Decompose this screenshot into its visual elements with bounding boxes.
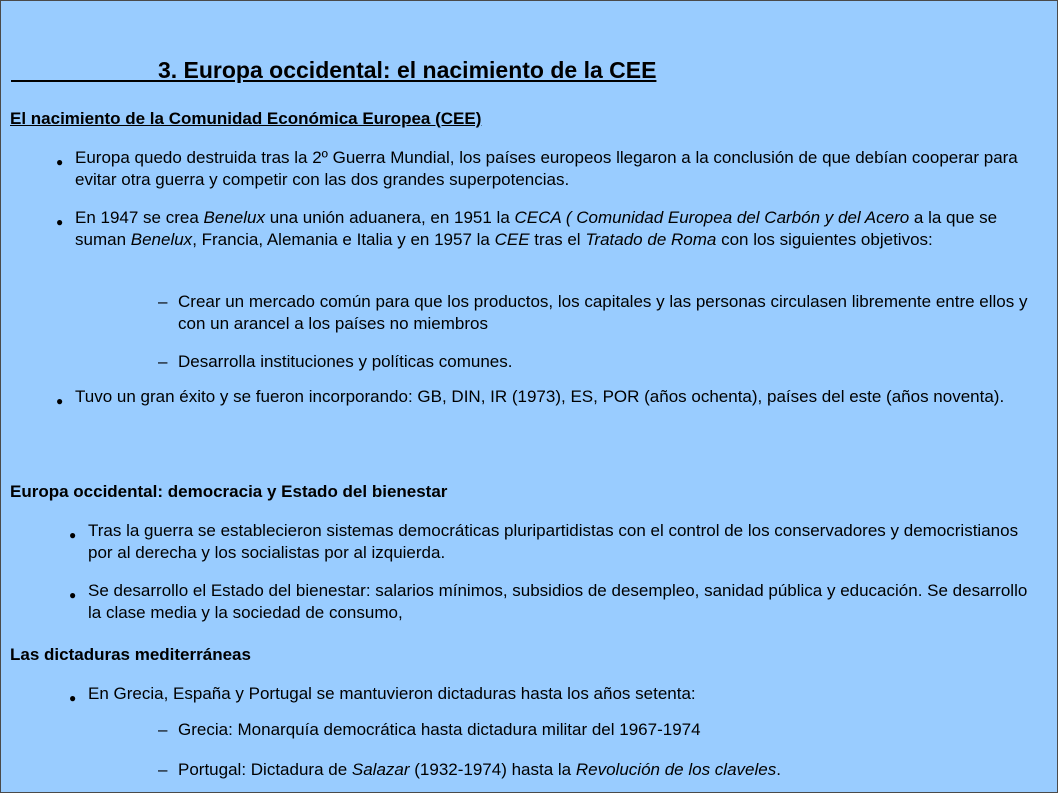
bullet-icon: ● [56,155,64,169]
bullet-text: Tras la guerra se establecieron sistemas democráticas pluripartidistas con el control de los conservadores y democristianos por al derecha y los socialistas por al izquierda. [88,521,1019,562]
sub-instituciones [158,351,1038,373]
bullet-icon: ● [56,215,64,229]
bullet-icon: ● [69,588,77,602]
italic-salazar: Salazar [351,760,410,779]
text-part: En 1947 se crea [75,208,204,227]
sub-portugal [158,759,1038,781]
text-part: (1932-1974) hasta la [409,760,576,779]
slide-title: 3. Europa occidental: el nacimiento de la CEE [11,57,657,83]
italic-cee: CEE [494,230,530,249]
text-part: a la que se suman [75,208,998,249]
bullet-europa-destruida [56,147,1055,191]
italic-tratado-roma: Tratado de Roma [585,230,717,249]
text-part: . [776,760,781,779]
dash-icon: – [158,760,168,779]
bullet-dictaduras [69,683,1038,705]
bullet-icon: ● [69,691,77,705]
bullet-benelux-ceca [56,207,1035,251]
sub-text: Grecia: Monarquía democrática hasta dictadura militar del 1967-1974 [178,720,701,739]
sub-grecia [158,719,1038,741]
sub-text: Desarrolla instituciones y políticas comunes. [178,352,513,371]
bullet-text: Se desarrollo el Estado del bienestar: salarios mínimos, subsidios de desempleo, sanidad pública y educación. Se desarrollo la clase media y la sociedad de consumo, [88,581,1028,622]
bullet-estado-bienestar [69,580,1038,624]
dash-icon: – [158,720,168,739]
section-heading-democracia: Europa occidental: democracia y Estado del bienestar [10,482,448,501]
italic-benelux: Benelux [203,208,265,227]
bullet-gran-exito [56,386,1050,408]
dash-icon: – [158,352,168,371]
section-heading-cee: El nacimiento de la Comunidad Económica Europea (CEE) [10,109,482,128]
sub-mercado-comun [158,291,1038,335]
bullet-text: Tuvo un gran éxito y se fueron incorporando: GB, DIN, IR (1973), ES, POR (años ochenta), países del este (años noventa). [75,387,1005,406]
italic-benelux: Benelux [130,230,193,249]
bullet-icon: ● [56,394,64,408]
dash-icon: – [158,292,168,311]
sub-text: Crear un mercado común para que los productos, los capitales y las personas circulasen libremente entre ellos y con un arancel a los países no miembros [178,292,1028,333]
bullet-text: En Grecia, España y Portugal se mantuvieron dictaduras hasta los años setenta: [88,684,696,703]
italic-revolucion: Revolución de los claveles [575,760,777,779]
bullet-icon: ● [69,528,77,542]
text-part: Portugal: Dictadura de [178,760,352,779]
bullet-text: Europa quedo destruida tras la 2º Guerra Mundial, los países europeos llegaron a la conclusión de que debían cooperar para evitar otra guerra y competir con las dos grandes superpotencias. [75,148,1018,189]
text-part: una unión aduanera, en 1951 la [264,208,515,227]
section-heading-dictaduras: Las dictaduras mediterráneas [10,645,251,664]
text-part: con los siguientes objetivos: [716,230,933,249]
text-part: tras el [529,230,586,249]
text-part: , Francia, Alemania e Italia y en 1957 la [192,230,495,249]
bullet-sistemas-democraticos [69,520,1043,564]
italic-ceca: CECA ( Comunidad Europea del Carbón y del Acero [514,208,910,227]
